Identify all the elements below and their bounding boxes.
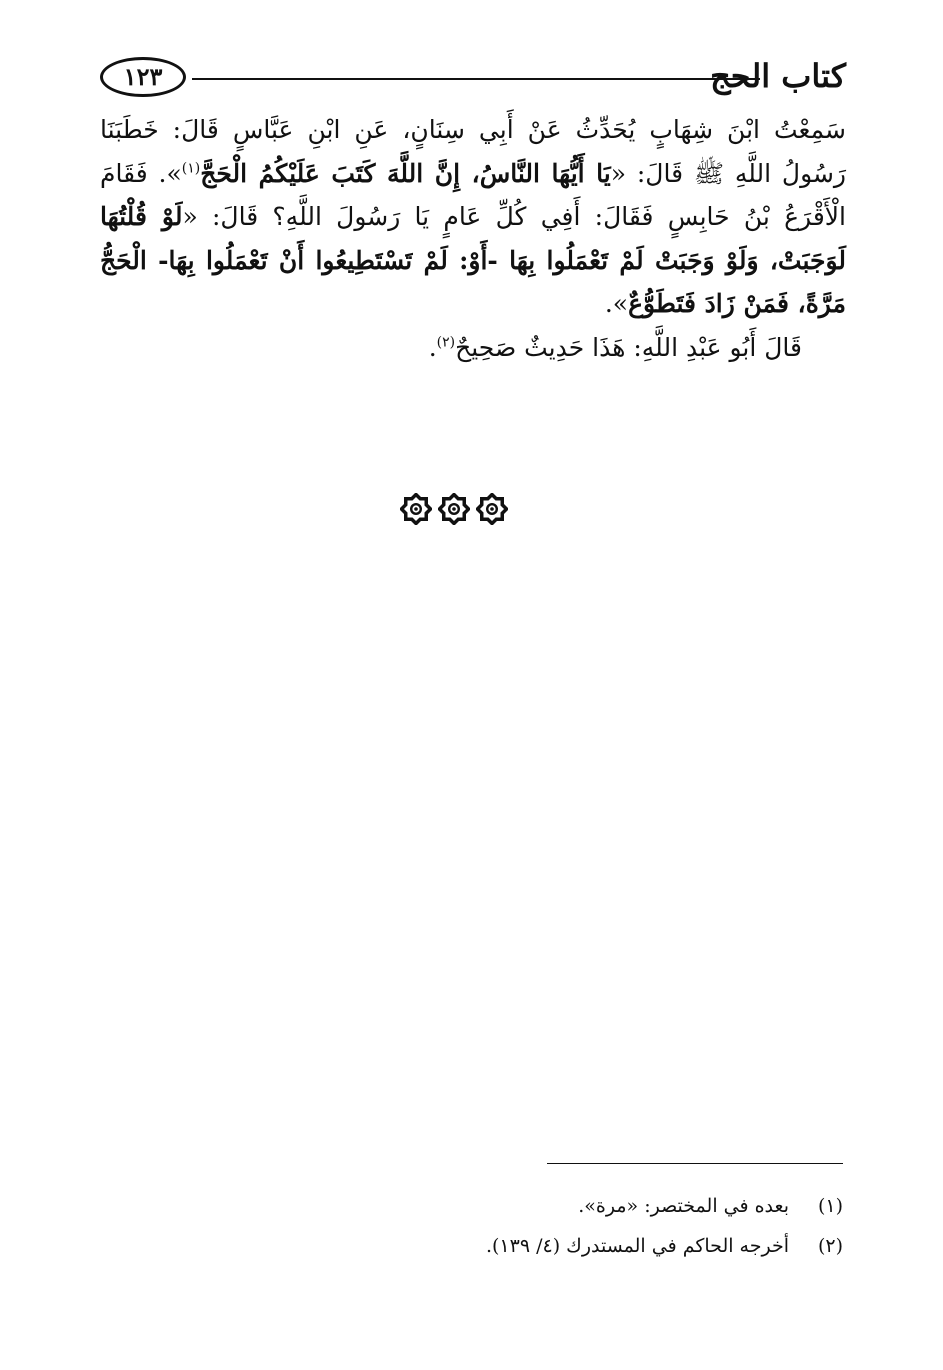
octagram-flower-icon bbox=[438, 493, 470, 525]
footnote-text: بعده في المختصر: «مرة». bbox=[578, 1195, 789, 1217]
hadith-paragraph bbox=[100, 108, 846, 326]
footnote-text: أخرجه الحاكم في المستدرك (٤/ ١٣٩). bbox=[485, 1235, 789, 1257]
footnote-1 bbox=[97, 1186, 843, 1226]
footnotes bbox=[97, 1186, 843, 1266]
narration-text: ». bbox=[604, 289, 629, 318]
page-number-badge bbox=[100, 57, 186, 97]
page-number: ١٢٣ bbox=[123, 62, 163, 91]
footnote-ref-2: (٢) bbox=[436, 334, 456, 351]
footnote-number: (٢) bbox=[817, 1235, 843, 1257]
footnote-separator bbox=[547, 1163, 843, 1164]
statement-end: . bbox=[428, 332, 437, 362]
footnote-number: (١) bbox=[817, 1195, 843, 1217]
footnote-ref-1: (١) bbox=[181, 160, 201, 177]
hadith-quote: لَوْ قُلْتُهَا لَوَجَبَتْ، وَلَوْ وَجَبَتْ لَمْ تَعْمَلُوا بِهَا -أَوْ: لَمْ تَسْتَطِيعُوا أَنْ تَعْمَلُوا بِهَا- الْحَجُّ مَرَّةً، فَمَنْ زَادَ فَتَطَوُّعٌ bbox=[100, 202, 846, 318]
chapter-title: كتاب الحج bbox=[710, 57, 846, 95]
statement-text: قَالَ أَبُو عَبْدِ اللَّهِ: هَذَا حَدِيثٌ صَحِيحٌ bbox=[455, 332, 802, 362]
octagram-flower-icon bbox=[400, 493, 432, 525]
authenticity-statement bbox=[100, 326, 846, 370]
hadith-quote: يَا أَيُّهَا النَّاسُ، إِنَّ اللَّهَ كَتَبَ عَلَيْكُمُ الْحَجَّ bbox=[200, 158, 611, 188]
header-rule bbox=[192, 78, 760, 80]
octagram-flower-icon bbox=[476, 493, 508, 525]
section-separator bbox=[400, 492, 508, 526]
page-header bbox=[100, 50, 846, 106]
main-text bbox=[100, 108, 846, 369]
narration-text: سَمِعْتُ ابْنَ شِهَابٍ يُحَدِّثُ عَنْ أَبِي سِنَانٍ، عَنِ ابْنِ عَبَّاسٍ قَالَ: خَطَبَنَا رَسُولُ اللَّهِ ﷺ قَالَ: « bbox=[100, 115, 847, 188]
narration-text: ». فَقَامَ الْأَقْرَعُ بْنُ حَابِسٍ فَقَالَ: أَفِي كُلِّ عَامٍ يَا رَسُولَ اللَّهِ؟ قَالَ: « bbox=[100, 158, 846, 231]
footnote-2 bbox=[97, 1226, 843, 1266]
